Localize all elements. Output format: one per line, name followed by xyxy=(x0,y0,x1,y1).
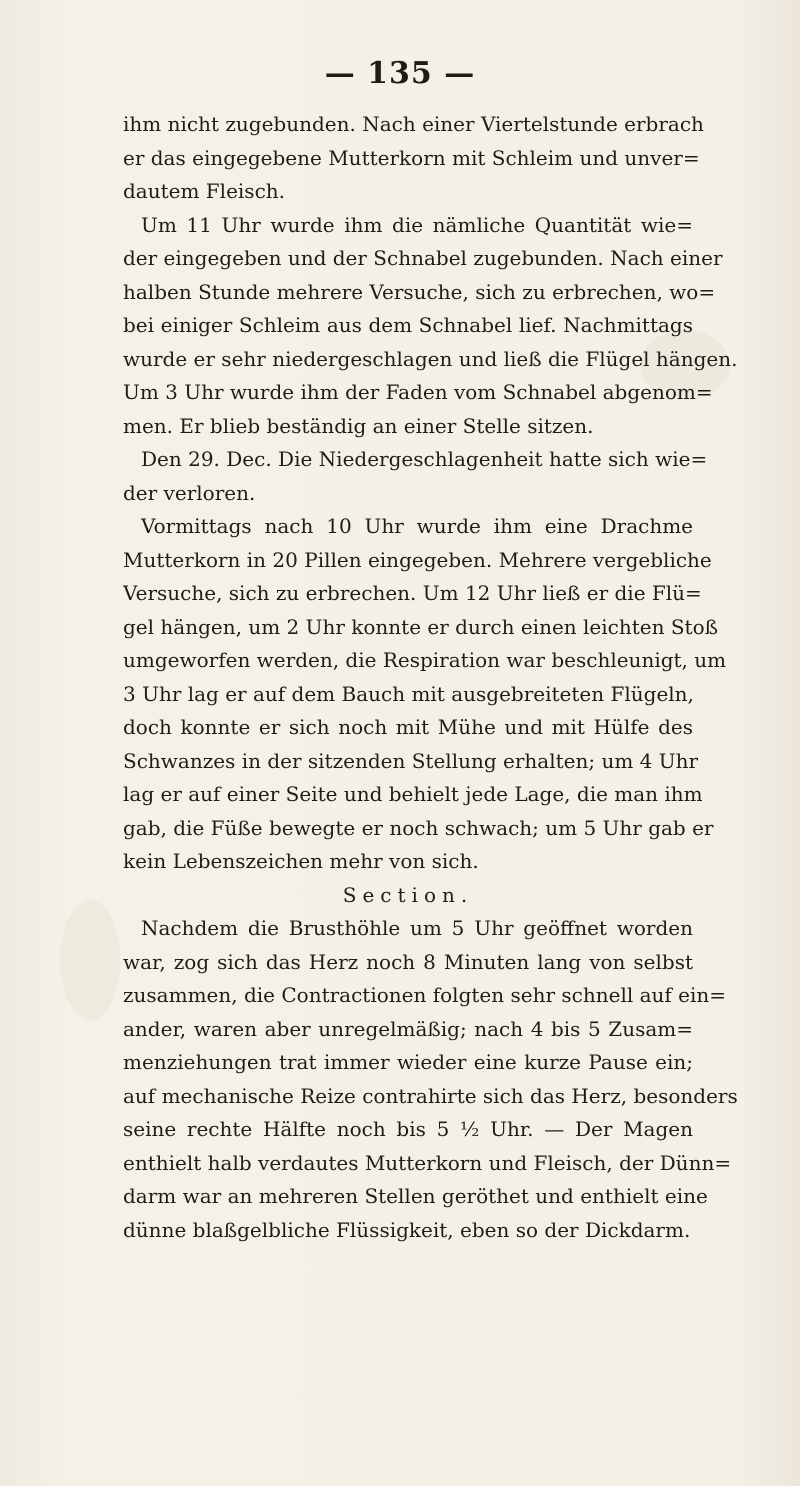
text-line: enthielt halb verdautes Mutterkorn und Fleisch, der Dünn= xyxy=(123,1150,732,1175)
text-line: seine rechte Hälfte noch bis 5 ½ Uhr. — Der Magen xyxy=(123,1117,693,1141)
text-line: der verloren. xyxy=(123,480,256,505)
text-line: war, zog sich das Herz noch 8 Minuten lang von selbst xyxy=(123,949,693,974)
text-line: Versuche, sich zu erbrechen. Um 12 Uhr ließ er die Flü= xyxy=(123,581,702,605)
text-line: bei einiger Schleim aus dem Schnabel lief. Nachmittags xyxy=(123,313,693,337)
text-line: 3 Uhr lag er auf dem Bauch mit ausgebreiteten Flügeln, xyxy=(123,681,694,706)
section-heading: Section. xyxy=(342,882,474,907)
text-line: er das eingegebene Mutterkorn mit Schleim und unver= xyxy=(123,145,700,170)
text-line: Den 29. Dec. Die Niedergeschlagenheit hatte sich wie= xyxy=(141,447,708,471)
text-line: wurde er sehr niedergeschlagen und ließ die Flügel hängen. xyxy=(123,346,738,371)
text-line: Schwanzes in der sitzenden Stellung erhalten; um 4 Uhr xyxy=(123,748,699,773)
text-line: dautem Fleisch. xyxy=(123,179,286,203)
text-line: ihm nicht zugebunden. Nach einer Viertelstunde erbrach xyxy=(123,112,704,136)
text-line: gab, die Füße bewegte er noch schwach; um 5 Uhr gab er xyxy=(123,815,714,840)
text-line: ander, waren aber unregelmäßig; nach 4 bis 5 Zusam= xyxy=(123,1016,693,1041)
text-line: Mutterkorn in 20 Pillen eingegeben. Mehrere vergebliche xyxy=(123,547,712,572)
text-line: men. Er blieb beständig an einer Stelle sitzen. xyxy=(123,413,594,438)
body-text xyxy=(123,108,738,1247)
text-line: gel hängen, um 2 Uhr konnte er durch einen leichten Stoß xyxy=(123,614,718,639)
text-line: darm war an mehreren Stellen geröthet und enthielt eine xyxy=(123,1184,708,1208)
paper-stain xyxy=(60,900,120,1020)
text-line: Nachdem die Brusthöhle um 5 Uhr geöffnet worden xyxy=(141,916,693,940)
text-line: menziehungen trat immer wieder eine kurze Pause ein; xyxy=(123,1050,693,1074)
text-line: Vormittags nach 10 Uhr wurde ihm eine Drachme xyxy=(141,514,693,538)
text-line: Um 11 Uhr wurde ihm die nämliche Quantität wie= xyxy=(141,212,693,237)
text-line: doch konnte er sich noch mit Mühe und mit Hülfe des xyxy=(123,715,693,739)
text-line: auf mechanische Reize contrahirte sich das Herz, besonders xyxy=(123,1083,738,1108)
page-number: — 135 — xyxy=(324,56,476,91)
text-line: Um 3 Uhr wurde ihm der Faden vom Schnabel abgenom= xyxy=(123,380,713,404)
text-line: kein Lebenszeichen mehr von sich. xyxy=(123,849,479,873)
text-line: dünne blaßgelbliche Flüssigkeit, eben so der Dickdarm. xyxy=(123,1217,691,1242)
text-line: umgeworfen werden, die Respiration war beschleunigt, um xyxy=(123,648,727,672)
text-line: halben Stunde mehrere Versuche, sich zu erbrechen, wo= xyxy=(123,279,716,304)
text-line: der eingegeben und der Schnabel zugebunden. Nach einer xyxy=(123,246,723,270)
text-line: lag er auf einer Seite und behielt jede Lage, die man ihm xyxy=(123,782,703,806)
text-line: zusammen, die Contractionen folgten sehr schnell auf ein= xyxy=(123,983,727,1007)
